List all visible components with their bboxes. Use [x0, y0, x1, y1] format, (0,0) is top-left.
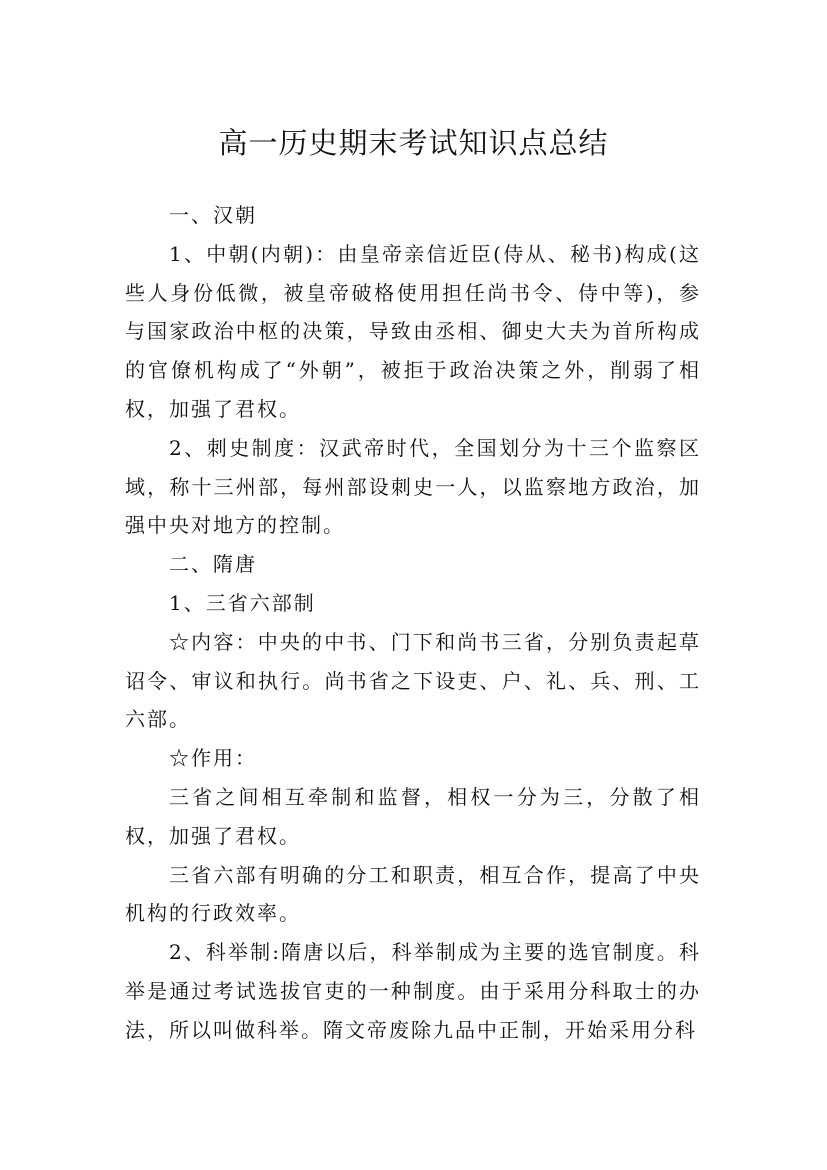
- paragraph-content: ☆内容：中央的中书、门下和尚书三省，分别负责起草诏令、审议和执行。尚书省之下设吏、户、礼、兵、刑、工六部。: [125, 629, 701, 732]
- paragraph-effect-2: 三省六部有明确的分工和职责，相互合作，提高了中央机构的行政效率。: [125, 862, 701, 926]
- document-title: 高一历史期末考试知识点总结: [218, 126, 609, 161]
- section-heading-han: 一、汉朝: [169, 203, 257, 227]
- subheading-sansheng: 1、三省六部制: [169, 590, 316, 615]
- paragraph-zhongchao: 1、中朝(内朝)：由皇帝亲信近臣(侍从、秘书)构成(这些人身份低微，被皇帝破格使用担任尚书令、侍中等)，参与国家政治中枢的决策，导致由丞相、御史大夫为首所构成的官僚机构成了“外朝”，被拒于政治决策之外，削弱了相权，加强了君权。: [125, 241, 701, 421]
- document-body: [125, 196, 701, 1050]
- paragraph-keju: 2、科举制:隋唐以后，科举制成为主要的选官制度。科举是通过考试选拔官吏的一种制度。由于采用分科取士的办法，所以叫做科举。隋文帝废除九品中正制，开始采用分科: [125, 940, 701, 1042]
- subheading-effect: ☆作用：: [169, 746, 257, 771]
- paragraph-effect-1: 三省之间相互牵制和监督，相权一分为三，分散了相权，加强了君权。: [125, 784, 701, 848]
- paragraph-cishi: 2、刺史制度：汉武帝时代，全国划分为十三个监察区域，称十三州部，每州部设刺史一人，以监察地方政治，加强中央对地方的控制。: [125, 435, 701, 538]
- section-heading-suitang: 二、隋唐: [169, 552, 257, 577]
